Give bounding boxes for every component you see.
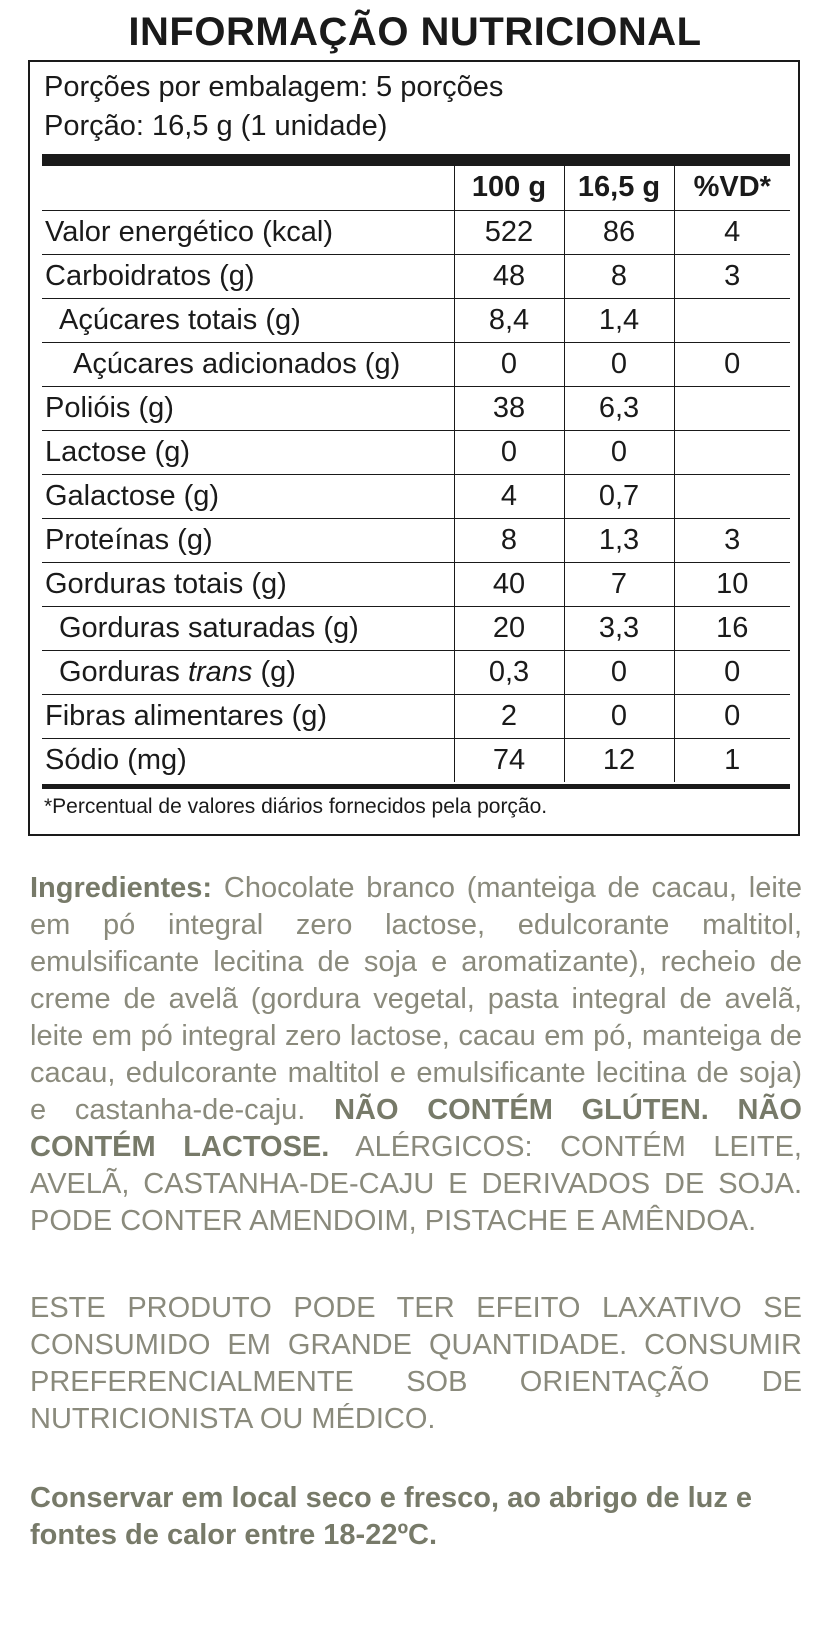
value-portion: 0	[564, 694, 674, 738]
value-portion: 0	[564, 650, 674, 694]
nutrient-name	[42, 650, 454, 694]
table-row	[42, 606, 790, 650]
value-100g: 20	[454, 606, 564, 650]
value-100g: 38	[454, 386, 564, 430]
value-100g: 4	[454, 474, 564, 518]
servings-per-package: Porções por embalagem: 5 porções	[44, 71, 504, 103]
table-row	[42, 738, 790, 782]
value-vd	[674, 298, 790, 342]
value-vd	[674, 474, 790, 518]
value-portion: 86	[564, 210, 674, 254]
table-row	[42, 562, 790, 606]
nutrient-name-suffix: (g)	[252, 655, 296, 688]
value-100g: 522	[454, 210, 564, 254]
value-portion: 0,7	[564, 474, 674, 518]
value-portion: 0	[564, 342, 674, 386]
value-vd: 16	[674, 606, 790, 650]
value-portion: 1,4	[564, 298, 674, 342]
thick-divider	[42, 154, 790, 166]
nutrient-name: Açúcares adicionados (g)	[42, 342, 454, 386]
value-vd: 0	[674, 342, 790, 386]
value-100g: 48	[454, 254, 564, 298]
nutrient-name-prefix: Gorduras	[59, 655, 188, 688]
nutrient-name: Proteínas (g)	[42, 518, 454, 562]
value-vd: 3	[674, 254, 790, 298]
table-row	[42, 650, 790, 694]
value-vd: 0	[674, 694, 790, 738]
header-100g: 100 g	[454, 166, 564, 210]
value-portion: 7	[564, 562, 674, 606]
bottom-divider	[42, 784, 790, 789]
portion-size: Porção: 16,5 g (1 unidade)	[44, 110, 388, 142]
laxative-warning: ESTE PRODUTO PODE TER EFEITO LAXATIVO SE CONSUMIDO EM GRANDE QUANTIDADE. CONSUMIR PREFERENCIALMENTE SOB ORIENTAÇÃO DE NUTRICIONISTA OU MÉDICO.	[30, 1292, 802, 1435]
value-100g: 8	[454, 518, 564, 562]
value-vd: 4	[674, 210, 790, 254]
nutrition-table	[42, 166, 790, 782]
footnote: *Percentual de valores diários fornecidos pela porção.	[44, 795, 548, 818]
value-100g: 74	[454, 738, 564, 782]
table-header-row	[42, 166, 790, 210]
table-row	[42, 518, 790, 562]
nutrient-name: Valor energético (kcal)	[42, 210, 454, 254]
table-row	[42, 694, 790, 738]
table-row	[42, 254, 790, 298]
table-row	[42, 430, 790, 474]
nutrient-name: Gorduras saturadas (g)	[42, 606, 454, 650]
value-100g: 2	[454, 694, 564, 738]
value-vd: 3	[674, 518, 790, 562]
header-portion: 16,5 g	[564, 166, 674, 210]
value-100g: 40	[454, 562, 564, 606]
nutrient-name: Lactose (g)	[42, 430, 454, 474]
allergens-text: ALÉRGICOS: CONTÉM LEITE, AVELÃ, CASTANHA-DE-CAJU E DERIVADOS DE SOJA. PODE CONTER AMENDOIM, PISTACHE E AMÊNDOA.	[30, 1131, 802, 1237]
value-100g: 0,3	[454, 650, 564, 694]
ingredients-text: Chocolate branco (manteiga de cacau, leite em pó integral zero lactose, edulcorante maltitol, emulsificante lecitina de soja e aromatizante), recheio de creme de avelã (gordura vegetal, pasta integral de avelã, leite em pó integral zero lactose, cacau em pó, manteiga de cacau, edulcorante maltitol e emulsificante lecitina de soja) e castanha-de-caju.	[30, 872, 802, 1126]
header-nutrient	[42, 166, 454, 210]
value-portion: 8	[564, 254, 674, 298]
table-row	[42, 474, 790, 518]
value-portion: 0	[564, 430, 674, 474]
ingredients-label: Ingredientes:	[30, 872, 213, 904]
value-portion: 1,3	[564, 518, 674, 562]
value-portion: 12	[564, 738, 674, 782]
nutrient-name-italic: trans	[187, 655, 253, 688]
value-100g: 0	[454, 342, 564, 386]
value-vd: 0	[674, 650, 790, 694]
value-100g: 0	[454, 430, 564, 474]
gluten-lactose-notice: NÃO CONTÉM GLÚTEN. NÃO CONTÉM LACTOSE.	[30, 1094, 802, 1163]
ingredients-block	[30, 870, 802, 1240]
nutrient-name: Polióis (g)	[42, 386, 454, 430]
nutrient-name: Carboidratos (g)	[42, 254, 454, 298]
nutrition-label	[28, 60, 800, 836]
storage-instructions: Conservar em local seco e fresco, ao abrigo de luz e fontes de calor entre 18-22ºC.	[30, 1482, 753, 1551]
nutrition-title: INFORMAÇÃO NUTRICIONAL	[128, 10, 702, 54]
value-vd	[674, 430, 790, 474]
value-portion: 3,3	[564, 606, 674, 650]
serving-info	[44, 68, 503, 146]
nutrient-name: Gorduras totais (g)	[42, 562, 454, 606]
header-vd: %VD*	[674, 166, 790, 210]
table-row	[42, 210, 790, 254]
value-vd	[674, 386, 790, 430]
value-portion: 6,3	[564, 386, 674, 430]
nutrient-name: Açúcares totais (g)	[42, 298, 454, 342]
nutrient-name: Sódio (mg)	[42, 738, 454, 782]
nutrient-name: Galactose (g)	[42, 474, 454, 518]
table-row	[42, 342, 790, 386]
table-row	[42, 298, 790, 342]
nutrient-name: Fibras alimentares (g)	[42, 694, 454, 738]
value-vd: 1	[674, 738, 790, 782]
value-100g: 8,4	[454, 298, 564, 342]
value-vd: 10	[674, 562, 790, 606]
table-row	[42, 386, 790, 430]
